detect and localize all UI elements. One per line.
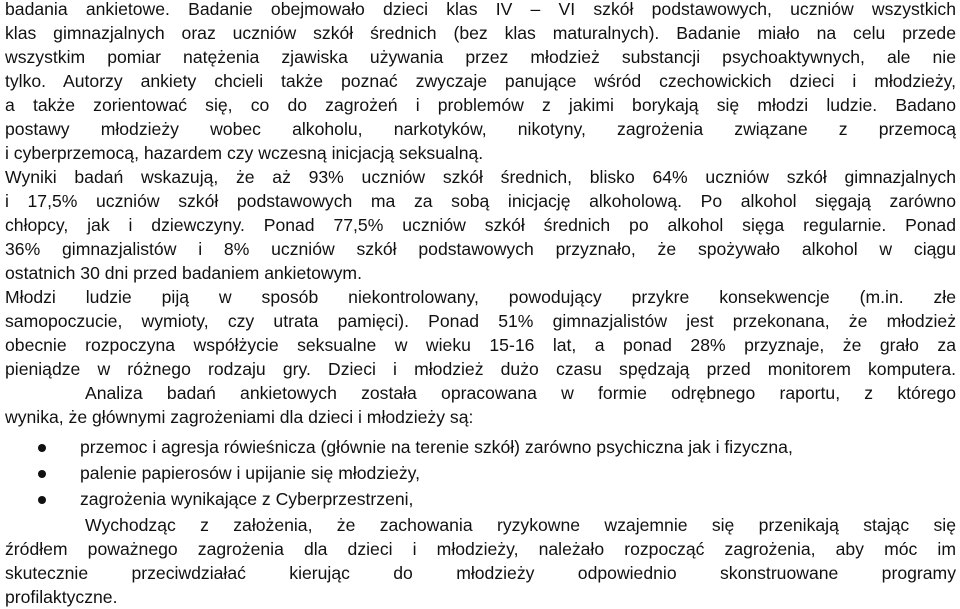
bullet-text: przemoc i agresja rówieśnicza (głównie na terenie szkół) zarówno psychiczna jak i fizyczna,	[80, 437, 793, 457]
bullet-dot-icon	[38, 470, 46, 478]
paragraph-line: wszystkim pomiar natężenia zjawiska używania przez młodzież substancji psychoaktywnych, ale nie	[5, 47, 956, 67]
paragraph-line: chłopcy, jak i dziewczyny. Ponad 77,5% uczniów szkół średnich po alkohol sięga regularnie. Ponad	[5, 215, 956, 235]
paragraph-line: profilaktyczne.	[5, 587, 118, 607]
bullet-dot-icon	[38, 444, 46, 452]
paragraph-line: ostatnich 30 dni przed badaniem ankietowym.	[5, 263, 362, 283]
bullet-text: zagrożenia wynikające z Cyberprzestrzeni,	[80, 489, 414, 509]
paragraph-line-indented: Analiza badań ankietowych została opracowana w formie odrębnego raportu, z którego	[85, 383, 956, 403]
paragraph-line: Młodzi ludzie piją w sposób niekontrolowany, powodujący przykre konsekwencje (m.in. złe	[5, 287, 956, 307]
paragraph-line: badania ankietowe. Badanie obejmowało dzieci klas IV – VI szkół podstawowych, uczniów wszystkich	[5, 0, 956, 19]
paragraph-line: wynika, że głównymi zagrożeniami dla dzieci i młodzieży są:	[5, 407, 474, 427]
paragraph-line: postawy młodzieży wobec alkoholu, narkotyków, nikotyny, zagrożenia związane z przemocą	[5, 119, 956, 139]
paragraph-line-indented: Wychodząc z założenia, że zachowania ryzykowne wzajemnie się przenikają stając się	[85, 515, 956, 535]
paragraph-line: tylko. Autorzy ankiety chcieli także poznać zwyczaje panujące wśród czechowickich dzieci i młodzieży,	[5, 71, 956, 91]
paragraph-line: i cyberprzemocą, hazardem czy wczesną inicjacją seksualną.	[5, 143, 484, 163]
paragraph-line: Wyniki badań wskazują, że aż 93% uczniów szkół średnich, blisko 64% uczniów szkół gimnazjalnych	[5, 167, 956, 187]
bullet-item	[5, 487, 956, 511]
paragraph-line: źródłem poważnego zagrożenia dla dzieci i młodzieży, należało rozpocząć zagrożenia, aby móc im	[5, 539, 956, 559]
paragraph-line: i 17,5% uczniów szkół podstawowych ma za sobą inicjację alkoholową. Po alkohol sięgają zarówno	[5, 191, 956, 211]
paragraph-line: a także zorientować się, co do zagrożeń i problemów z jakimi borykają się młodzi ludzie. Badano	[5, 95, 956, 115]
bullet-text: palenie papierosów i upijanie się młodzieży,	[80, 463, 421, 483]
bullet-dot-icon	[38, 496, 46, 504]
paragraph-line: 36% gimnazjalistów i 8% uczniów szkół podstawowych przyznało, że spożywało alkohol w ciągu	[5, 239, 956, 259]
paragraph-line: skutecznie przeciwdziałać kierując do młodzieży odpowiednio skonstruowane programy	[5, 563, 956, 583]
bullet-item	[5, 461, 956, 485]
bullet-item	[5, 435, 956, 459]
paragraph-line: obecnie rozpoczyna współżycie seksualne w wieku 15-16 lat, a ponad 28% przyznaje, że grało za	[5, 335, 956, 355]
paragraph-line: klas gimnazjalnych oraz uczniów szkół średnich (bez klas maturalnych). Badanie miało na celu przede	[5, 23, 956, 43]
paragraph-line: samopoczucie, wymioty, czy utrata pamięci). Ponad 51% gimnazjalistów jest przekonana, że młodzież	[5, 311, 956, 331]
paragraph-line: pieniądze w różnego rodzaju gry. Dzieci i młodzież dużo czasu spędzają przed monitorem komputera.	[5, 359, 956, 379]
